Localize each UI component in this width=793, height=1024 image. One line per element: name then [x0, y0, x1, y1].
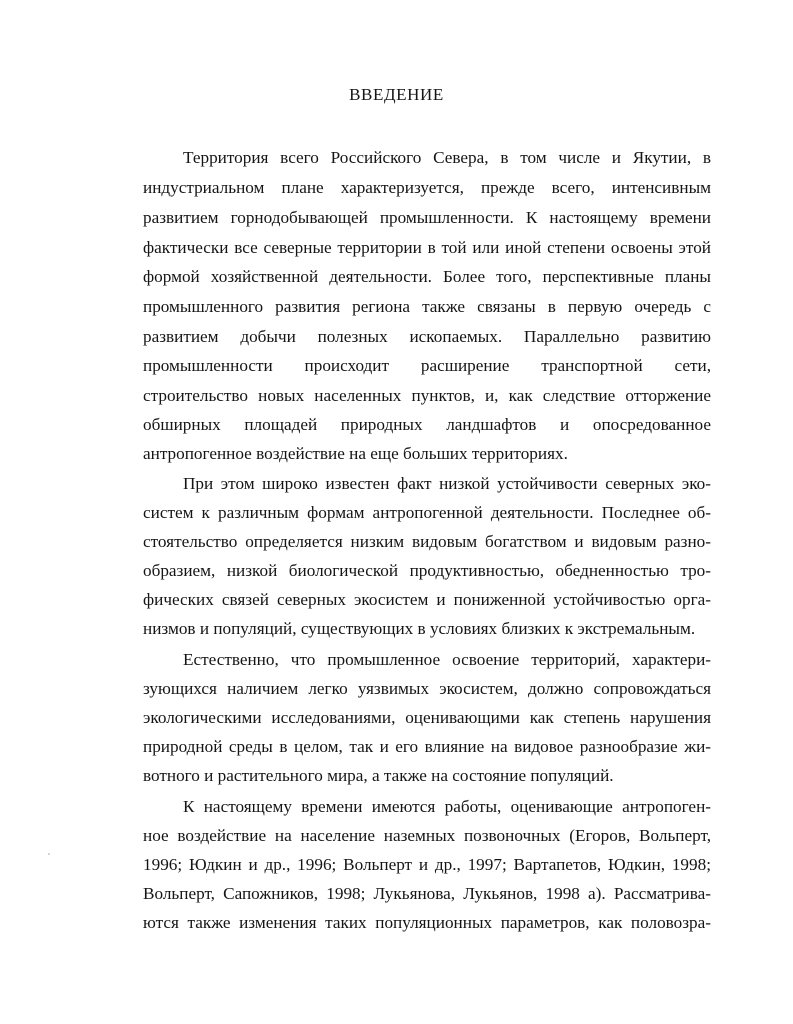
text-line: индустриальном плане характеризуется, прежде всего, интенсивным	[143, 178, 711, 197]
text-line: обширных площадей природных ландшафтов и опосредованное	[143, 415, 711, 434]
text-line: вотного и растительного мира, а также на состояние популяций.	[143, 766, 614, 785]
text-line: развитием горнодобывающей промышленности. К настоящему времени	[143, 208, 711, 227]
text-line: ются также изменения таких популяционных параметров, как половозра-	[143, 913, 711, 932]
text-line: Естественно, что промышленное освоение территорий, характери-	[183, 650, 711, 669]
text-line: 1996; Юдкин и др., 1996; Вольперт и др., 1997; Вартапетов, Юдкин, 1998;	[143, 855, 711, 874]
text-line: При этом широко известен факт низкой устойчивости северных эко-	[183, 474, 711, 493]
text-line: низмов и популяций, существующих в условиях близких к экстремальным.	[143, 619, 696, 638]
scan-artifact	[48, 853, 50, 855]
text-line: фактически все северные территории в той или иной степени освоены этой	[143, 238, 711, 257]
text-line: Территория всего Российского Севера, в том числе и Якутии, в	[183, 148, 711, 167]
text-line: промышленного развития региона также связаны в первую очередь с	[143, 297, 711, 316]
text-line: систем к различным формам антропогенной деятельности. Последнее об-	[143, 503, 711, 522]
text-line: строительство новых населенных пунктов, и, как следствие отторжение	[143, 386, 711, 405]
text-line: антропогенное воздействие на еще больших территориях.	[143, 444, 568, 463]
text-line: природной среды в целом, так и его влияние на видовое разнообразие жи-	[143, 737, 711, 756]
text-line: зующихся наличием легко уязвимых экосистем, должно сопровождаться	[143, 679, 711, 698]
text-line: Вольперт, Сапожников, 1998; Лукьянова, Лукьянов, 1998 а). Рассматрива-	[143, 884, 711, 903]
text-line: К настоящему времени имеются работы, оценивающие антропоген-	[183, 797, 711, 816]
text-line: ное воздействие на население наземных позвоночных (Егоров, Вольперт,	[143, 826, 711, 845]
text-line: образием, низкой биологической продуктивностью, обедненностью тро-	[143, 561, 711, 580]
text-line: формой хозяйственной деятельности. Более того, перспективные планы	[143, 267, 711, 286]
text-line: стоятельство определяется низким видовым богатством и видовым разно-	[143, 532, 711, 551]
text-line: развитием добычи полезных ископаемых. Параллельно развитию	[143, 327, 711, 346]
text-line: фических связей северных экосистем и пониженной устойчивостью орга-	[143, 590, 711, 609]
text-line: экологическими исследованиями, оценивающими как степень нарушения	[143, 708, 711, 727]
text-line: промышленности происходит расширение транспортной сети,	[143, 356, 711, 375]
page-title: ВВЕДЕНИЕ	[349, 85, 444, 104]
